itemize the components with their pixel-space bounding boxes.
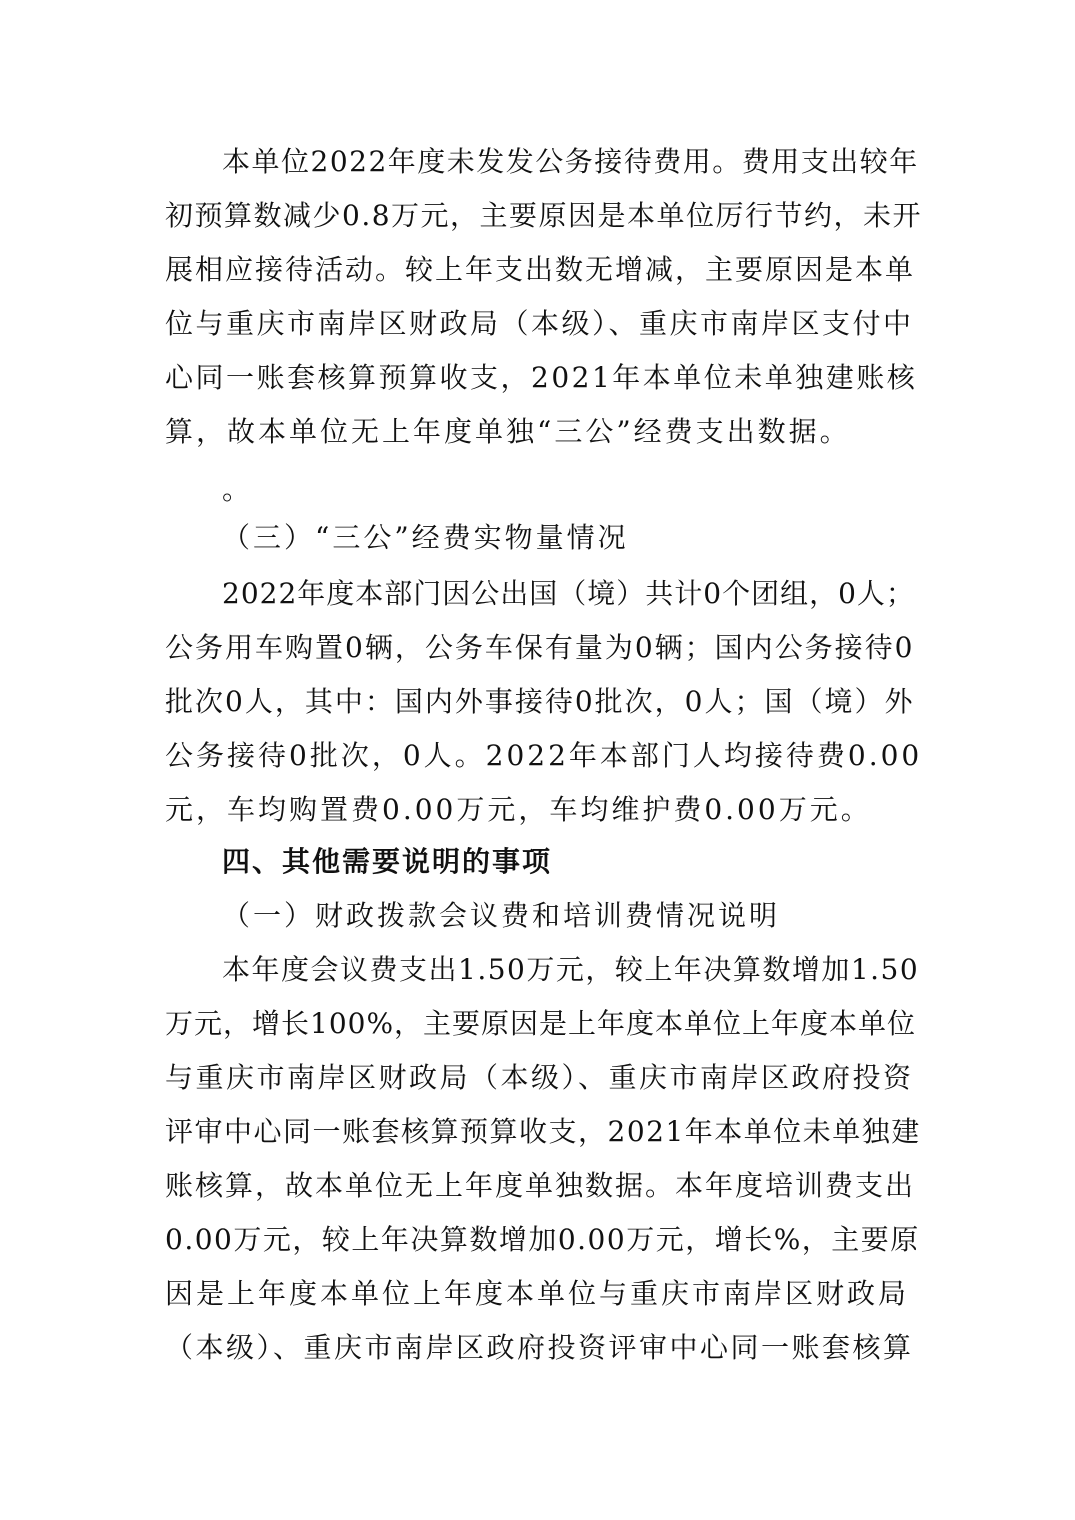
paragraph-1-line-6: 算，故本单位无上年度单独“三公”经费支出数据。	[165, 415, 851, 448]
section-4-heading: 四、其他需要说明的事项	[222, 845, 553, 878]
paragraph-1-line-4: 位与重庆市南岸区财政局（本级）、重庆市南岸区支付中	[165, 307, 914, 340]
stray-period: 。	[222, 473, 254, 506]
paragraph-2-line-4: 公务接待0批次，0人。2022年本部门人均接待费0.00	[165, 739, 923, 772]
paragraph-3-line-2: 万元，增长100%，主要原因是上年度本单位上年度本单位	[165, 1007, 917, 1040]
paragraph-1-line-3: 展相应接待活动。较上年支出数无增减，主要原因是本单	[165, 253, 916, 286]
section-3-heading: （三）“三公”经费实物量情况	[222, 521, 629, 554]
paragraph-1-line-1: 本单位2022年度未发发公务接待费用。费用支出较年	[222, 145, 919, 178]
paragraph-3-line-3: 与重庆市南岸区财政局（本级）、重庆市南岸区政府投资	[165, 1061, 914, 1094]
paragraph-2-line-1: 2022年度本部门因公出国（境）共计0个团组，0人；	[222, 577, 915, 610]
paragraph-3-line-8: （本级）、重庆市南岸区政府投资评审中心同一账套核算	[165, 1331, 914, 1364]
paragraph-2-line-2: 公务用车购置0辆，公务车保有量为0辆；国内公务接待0	[165, 631, 915, 664]
paragraph-1-line-2: 初预算数减少0.8万元，主要原因是本单位厉行节约，未开	[165, 199, 923, 232]
paragraph-3-line-6: 0.00万元，较上年决算数增加0.00万元，增长%，主要原	[165, 1223, 920, 1256]
subsection-1-heading: （一）财政拨款会议费和培训费情况说明	[222, 899, 781, 932]
paragraph-3-line-1: 本年度会议费支出1.50万元，较上年决算数增加1.50	[222, 953, 920, 986]
paragraph-3-line-7: 因是上年度本单位上年度本单位与重庆市南岸区财政局	[165, 1277, 910, 1310]
paragraph-2-line-3: 批次0人，其中：国内外事接待0批次，0人；国（境）外	[165, 685, 915, 718]
paragraph-3-line-5: 账核算，故本单位无上年度单独数据。本年度培训费支出	[165, 1169, 916, 1202]
paragraph-1-line-5: 心同一账套核算预算收支，2021年本单位未单独建账核	[165, 361, 918, 394]
paragraph-3-line-4: 评审中心同一账套核算预算收支，2021年本单位未单独建	[165, 1115, 921, 1148]
paragraph-2-line-5: 元，车均购置费0.00万元，车均维护费0.00万元。	[165, 793, 872, 826]
